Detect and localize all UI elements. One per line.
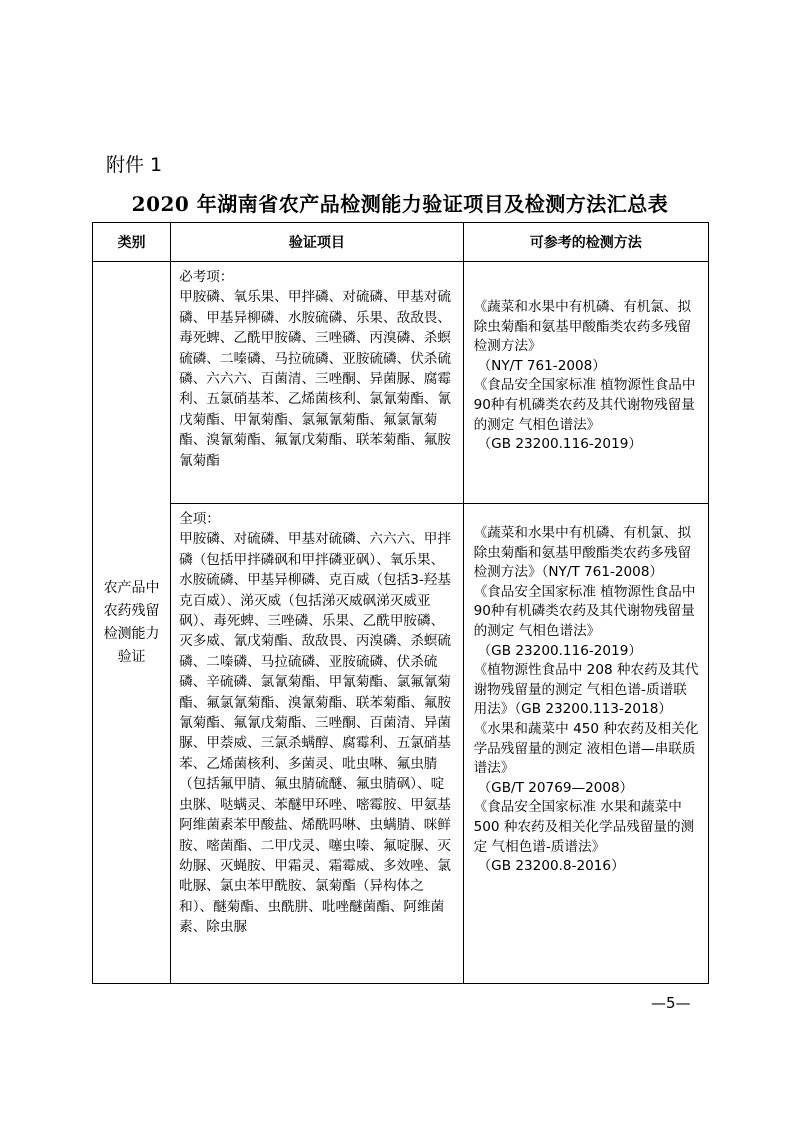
- table-row: [93, 504, 709, 984]
- method-code: （GB 23200.116-2019）: [477, 436, 642, 453]
- items-text: 甲胺磷、对硫磷、甲基对硫磷、六六六、甲拌磷（包括甲拌磷砜和甲拌磷亚砜）、氧乐果、水胺硫磷、甲基异柳磷、克百威（包括3-羟基克百威）、涕灭威（包括涕灭威砜涕灭威亚砜）、毒死蜱、三唑磷、乐果、乙酰甲胺磷、灭多威、氰戊菊酯、敌敌畏、丙溴磷、杀螟硫磷、二嗪磷、马拉硫磷、亚胺硫磷、伏杀硫磷、辛硫磷、氯氰菊酯、甲氰菊酯、氯氟氰菊酯、氟氯氰菊酯、溴氰菊酯、联苯菊酯、氟胺氰菊酯、氟氰戊菊酯、三唑酮、百菌清、异菌脲、甲萘威、三氯杀螨醇、腐霉利、五氯硝基苯、乙烯菌核利、多菌灵、吡虫啉、氟虫腈（包括氟甲腈、氟虫腈硫醚、氟虫腈砜）、啶虫脒、哒螨灵、苯醚甲环唑、嘧霉胺、甲氨基阿维菌素苯甲酸盐、烯酰吗啉、虫螨腈、咪鲜胺、嘧菌酯、二甲戊灵、噻虫嗪、氟啶脲、灭幼脲、灭蝇胺、甲霜灵、霜霉威、多效唑、氯吡脲、氯虫苯甲酰胺、氯菊酯（异构体之和）、醚菊酯、虫酰肼、吡唑醚菌酯、阿维菌素、除虫脲: [179, 531, 451, 936]
- method-text: 《蔬菜和水果中有机磷、有机氯、拟除虫菊酯和氨基甲酸酯类农药多残留检测方法》（NY/T 761-2008）: [473, 525, 692, 581]
- items-cell-full: [171, 504, 463, 984]
- items-label: 必考项：: [179, 269, 234, 285]
- items-text: 甲胺磷、氧乐果、甲拌磷、对硫磷、甲基对硫磷、甲基异柳磷、水胺硫磷、乐果、敌敌畏、毒死蜱、乙酰甲胺磷、三唑磷、丙溴磷、杀螟硫磷、二嗪磷、马拉硫磷、亚胺硫磷、伏杀硫磷、六六六、百菌清、三唑酮、异菌脲、腐霉利、五氯硝基苯、乙烯菌核利、氯氰菊酯、氰戊菊酯、甲氰菊酯、氯氟氰菊酯、氟氯氰菊酯、溴氰菊酯、氟氰戊菊酯、联苯菊酯、氟胺氰菊酯: [179, 289, 451, 469]
- attachment-label: 附件 1: [106, 154, 163, 176]
- method-code: （NY/T 761-2008）: [477, 357, 606, 374]
- methods-cell-required: [463, 262, 708, 504]
- column-header-methods: 可参考的检测方法: [463, 223, 708, 262]
- items-label: 全项：: [179, 511, 220, 527]
- column-header-category: 类别: [93, 223, 171, 262]
- table-row: [93, 262, 709, 504]
- method-text: 《食品安全国家标准 植物源性食品中90种有机磷类农药及其代谢物残留量的测定 气相色谱法》: [473, 583, 696, 639]
- page-number: —5—: [651, 994, 691, 1012]
- method-text: 《食品安全国家标准 水果和蔬菜中 500 种农药及相关化学品残留量的测定 气相色谱-质谱法》: [473, 799, 695, 855]
- summary-table: [92, 222, 709, 984]
- document-title: 2020 年湖南省农产品检测能力验证项目及检测方法汇总表: [131, 192, 669, 216]
- methods-cell-full: [463, 504, 708, 984]
- method-code: （GB 23200.8-2016）: [477, 858, 625, 875]
- method-code: （GB 23200.116-2019）: [477, 642, 642, 659]
- method-text: 《食品安全国家标准 植物源性食品中90种有机磷类农药及其代谢物残留量的测定 气相色谱法》: [473, 377, 696, 433]
- method-text: 《蔬菜和水果中有机磷、有机氯、拟除虫菊酯和氨基甲酸酯类农药多残留检测方法》: [473, 299, 692, 355]
- category-cell: 农产品中农药残留检测能力验证: [93, 262, 171, 984]
- column-header-items: 验证项目: [171, 223, 463, 262]
- method-text: 《水果和蔬菜中 450 种农药及相关化学品残留量的测定 液相色谱—串联质谱法》: [473, 720, 699, 777]
- table-header-row: [93, 223, 709, 262]
- method-text: 《植物源性食品中 208 种农药及其代谢物残留量的测定 气相色谱-质谱联用法》（GB 23200.113-2018）: [473, 662, 699, 718]
- items-cell-required: [171, 262, 463, 504]
- method-code: （GB/T 20769—2008）: [477, 779, 634, 796]
